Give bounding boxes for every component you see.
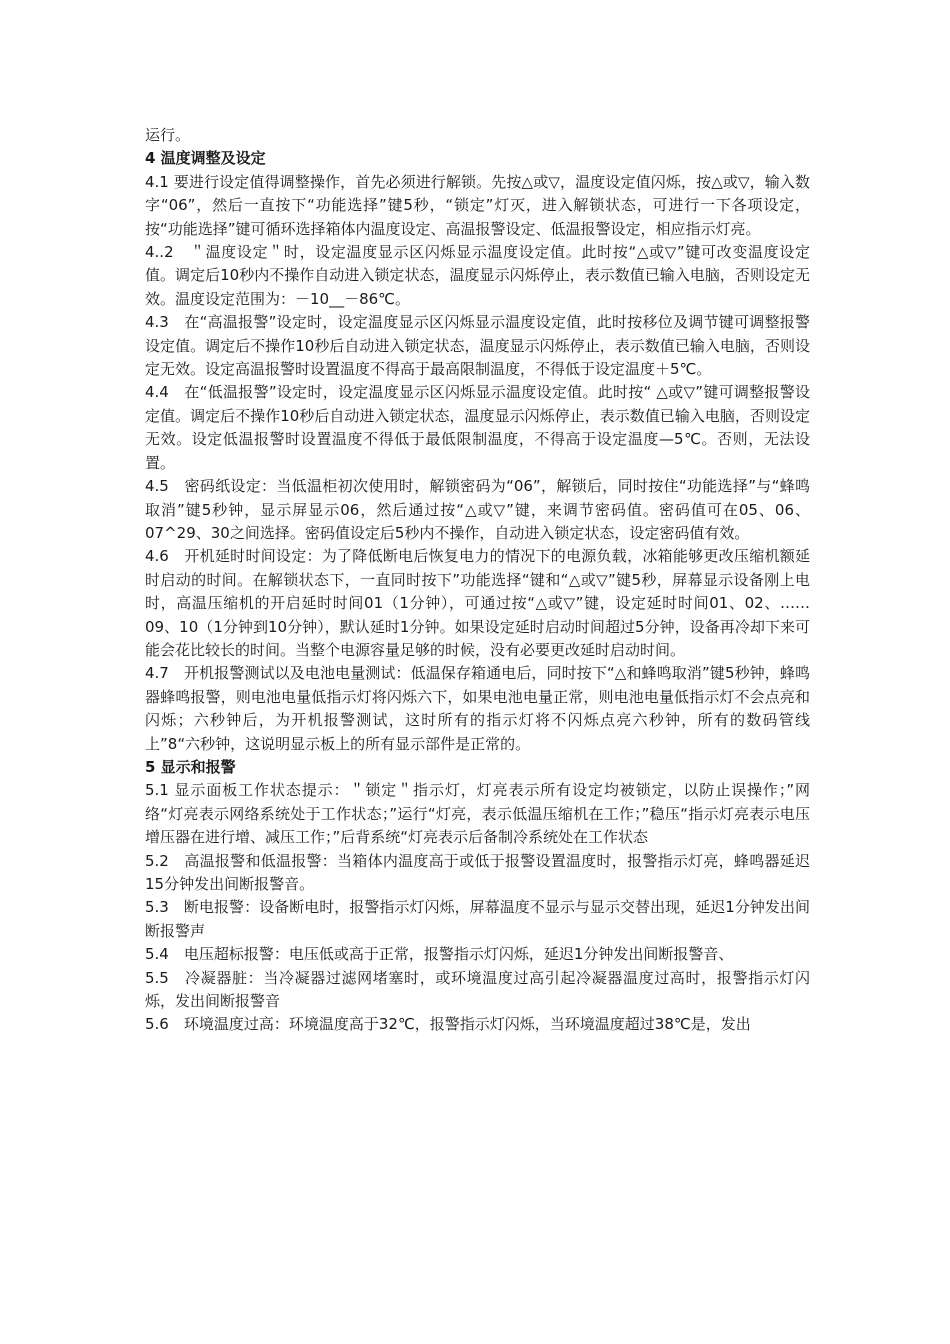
paragraph: 4.5 密码纸设定：当低温柜初次使用时，解锁密码为“06”，解锁后，同时按住“功能选择”与“蜂鸣取消”键5秒钟，显示屏显示06，然后通过按“△或▽”键，来调节密码值。密码值可在05、06、07^29、30之间选择。密码值设定后5秒内不操作，自动进入锁定状态，设定密码值有效。 xyxy=(145,477,810,542)
paragraph: 4.7 开机报警测试以及电池电量测试：低温保存箱通电后，同时按下“△和蜂鸣取消”键5秒钟，蜂鸣器蜂鸣报警，则电池电量低指示灯将闪烁六下，如果电池电量正常，则电池电量低指示灯不会点亮和闪烁；六秒钟后，为开机报警测试，这时所有的指示灯将不闪烁点亮六秒钟，所有的数码管线上”8“六秒钟，这说明显示板上的所有显示部件是正常的。 xyxy=(145,664,810,753)
paragraph: 4..2 ＂温度设定＂时，设定温度显示区闪烁显示温度设定值。此时按“△或▽”键可改变温度设定值。调定后10秒内不操作自动进入锁定状态，温度显示闪烁停止，表示数值已输入电脑，否则设定无效。温度设定范围为：－10__－86℃。 xyxy=(145,243,810,308)
paragraph: 5.6 环境温度过高：环境温度高于32℃，报警指示灯闪烁，当环境温度超过38℃是，发出 xyxy=(145,1015,751,1034)
text-line: 运行。 xyxy=(145,126,191,144)
paragraph: 4.6 开机延时时间设定：为了降低断电后恢复电力的情况下的电源负载，冰箱能够更改压缩机额延时启动的时间。在解锁状态下，一直同时按下”功能选择“键和“△或▽”键5秒，屏幕显示设备刚上电时，高温压缩机的开启延时时间01（1分钟），可通过按“△或▽”键，设定延时时间01、02、……09、10（1分钟到10分钟），默认延时1分钟。如果设定延时启动时间超过5分钟，设备再冷却下来可能会花比较长的时间。当整个电源容量足够的时候，没有必要更改延时启动时间。 xyxy=(145,547,810,659)
section-heading: 5 显示和报警 xyxy=(145,757,236,776)
paragraph: 5.2 高温报警和低温报警：当箱体内温度高于或低于报警设置温度时，报警指示灯亮，蜂鸣器延迟15分钟发出间断报警音。 xyxy=(145,851,810,893)
paragraph: 5.3 断电报警：设备断电时，报警指示灯闪烁，屏幕温度不显示与显示交替出现，延迟1分钟发出间断报警声 xyxy=(145,898,810,940)
paragraph: 5.5 冷凝器脏：当冷凝器过滤网堵塞时，或环境温度过高引起冷凝器温度过高时，报警指示灯闪烁，发出间断报警音 xyxy=(145,968,810,1011)
paragraph: 5.1 显示面板工作状态提示：＂锁定＂指示灯，灯亮表示所有设定均被锁定，以防止误操作；”网络“灯亮表示网络系统处于工作状态；”运行“灯亮，表示低温压缩机在工作；”稳压“指示灯亮表示电压增压器在进行增、减压工作；”后背系统“灯亮表示后备制冷系统处在工作状态 xyxy=(145,781,810,847)
paragraph: 4.3 在“高温报警”设定时，设定温度显示区闪烁显示温度设定值，此时按移位及调节键可调整报警设定值。调定后不操作10秒后自动进入锁定状态，温度显示闪烁停止，表示数值已输入电脑，否则设定无效。设定高温报警时设置温度不得高于最高限制温度，不得低于设定温度＋5℃。 xyxy=(145,313,810,379)
document-body xyxy=(145,124,810,1037)
section-heading: 4 温度调整及设定 xyxy=(145,149,266,168)
paragraph: 5.4 电压超标报警：电压低或高于正常，报警指示灯闪烁，延迟1分钟发出间断报警音、 xyxy=(145,945,734,964)
paragraph: 4.1 要进行设定值得调整操作，首先必须进行解锁。先按△或▽，温度设定值闪烁，按△或▽，输入数字“06”，然后一直按下“功能选择”键5秒，“锁定”灯灭，进入解锁状态，可进行一下各项设定，按“功能选择”键可循环选择箱体内温度设定、高温报警设定、低温报警设定，相应指示灯亮。 xyxy=(145,172,810,238)
paragraph: 4.4 在“低温报警”设定时，设定温度显示区闪烁显示温度设定值。此时按“ △或▽”键可调整报警设定值。调定后不操作10秒后自动进入锁定状态，温度显示闪烁停止，表示数值已输入电脑，否则设定无效。设定低温报警时设置温度不得低于最低限制温度，不得高于设定温度—5℃。否则，无法设置。 xyxy=(145,383,810,472)
